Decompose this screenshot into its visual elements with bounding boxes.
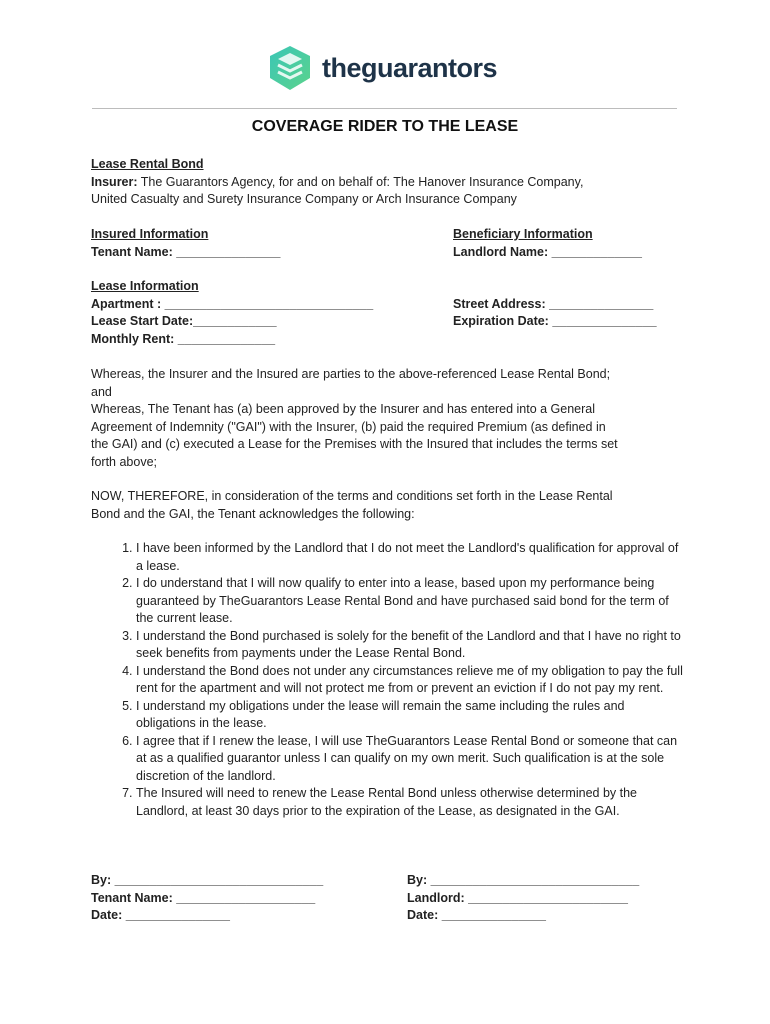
lease-info-heading: Lease Information xyxy=(91,279,199,293)
list-item: 2. I do understand that I will now qualify to enter into a lease, based upon my performance being guaranteed by TheGuarantors Lease Rental Bond and have purchased said bond for the term of the current lease. xyxy=(136,575,683,628)
bond-heading: Lease Rental Bond xyxy=(91,157,204,171)
page-title: COVERAGE RIDER TO THE LEASE xyxy=(251,118,519,135)
header-divider xyxy=(92,108,677,109)
brand-logo xyxy=(268,44,497,92)
landlord-name-field[interactable]: Landlord Name: _____________ xyxy=(453,244,642,259)
tenant-by-field[interactable]: By: ______________________________ xyxy=(91,873,324,887)
now-therefore-paragraph xyxy=(91,488,683,523)
lease-start-date-field[interactable]: Lease Start Date:____________ xyxy=(91,314,277,328)
whereas-line: and xyxy=(91,384,112,399)
lease-info-right xyxy=(453,296,657,331)
whereas-line: forth above; xyxy=(91,454,158,469)
shield-stack-icon xyxy=(268,44,312,92)
list-item: 4. I understand the Bond does not under any circumstances relieve me of my obligation to pay the full rent for the apartment and will not protect me from or prevent an eviction if I do not pay my rent. xyxy=(136,663,683,698)
landlord-signature-block xyxy=(407,872,639,925)
landlord-signature-field[interactable]: Landlord: _______________________ xyxy=(407,890,628,905)
list-item: 7. The Insured will need to renew the Lease Rental Bond unless otherwise determined by the Landlord, at least 30 days prior to the expiration of the Lease, as designated in the GAI. xyxy=(136,785,683,820)
list-item: 3. I understand the Bond purchased is solely for the benefit of the Landlord and that I have no right to seek benefits from payments under the Lease Rental Bond. xyxy=(136,628,683,663)
apartment-field[interactable]: Apartment : ______________________________ xyxy=(91,296,374,311)
whereas-line: the GAI) and (c) executed a Lease for the Premises with the Insured that includes the terms set xyxy=(91,437,618,451)
beneficiary-heading: Beneficiary Information xyxy=(453,227,593,241)
insured-section xyxy=(91,226,280,261)
insurer-text-1: The Guarantors Agency, for and on behalf of: The Hanover Insurance Company, xyxy=(137,174,584,189)
bond-section xyxy=(91,156,691,209)
brand-name: theguarantors xyxy=(322,52,498,83)
whereas-paragraph xyxy=(91,366,683,471)
insurer-text-2: United Casualty and Surety Insurance Company or Arch Insurance Company xyxy=(91,192,517,206)
list-item: 1. I have been informed by the Landlord that I do not meet the Landlord's qualification for approval of a lease. xyxy=(136,540,683,575)
landlord-date-field[interactable]: Date: _______________ xyxy=(407,908,547,922)
acknowledgement-list xyxy=(91,540,683,820)
street-address-field[interactable]: Street Address: _______________ xyxy=(453,296,654,311)
landlord-by-field[interactable]: By: ______________________________ xyxy=(407,873,640,887)
tenant-date-field[interactable]: Date: _______________ xyxy=(91,908,231,922)
now-therefore-line: NOW, THEREFORE, in consideration of the terms and conditions set forth in the Lease Rental xyxy=(91,489,613,503)
list-item: 6. I agree that if I renew the lease, I will use TheGuarantors Lease Rental Bond or someone that can at as a qualified guarantor unless I can qualify on my own merit. Such qualification is at the sole discretion of the landlord. xyxy=(136,733,683,786)
beneficiary-section xyxy=(453,226,642,261)
insured-heading: Insured Information xyxy=(91,227,209,241)
whereas-line: Whereas, The Tenant has (a) been approved by the Insurer and has entered into a General xyxy=(91,402,596,416)
expiration-date-field[interactable]: Expiration Date: _______________ xyxy=(453,314,657,328)
insurer-line xyxy=(91,174,691,192)
tenant-signature-block xyxy=(91,872,323,925)
whereas-line: Whereas, the Insurer and the Insured are parties to the above-referenced Lease Rental Bond; xyxy=(91,367,611,381)
now-therefore-line: Bond and the GAI, the Tenant acknowledges the following: xyxy=(91,506,415,521)
tenant-name-signature-field[interactable]: Tenant Name: ____________________ xyxy=(91,890,316,905)
list-item: 5. I understand my obligations under the lease will remain the same including the rules and obligations in the lease. xyxy=(136,698,683,733)
whereas-line: Agreement of Indemnity ("GAI") with the Insurer, (b) paid the required Premium (as defined in xyxy=(91,419,606,434)
monthly-rent-field[interactable]: Monthly Rent: ______________ xyxy=(91,331,276,346)
tenant-name-field[interactable]: Tenant Name: _______________ xyxy=(91,244,281,259)
lease-info-section xyxy=(91,278,373,348)
insurer-label: Insurer: xyxy=(91,174,138,189)
